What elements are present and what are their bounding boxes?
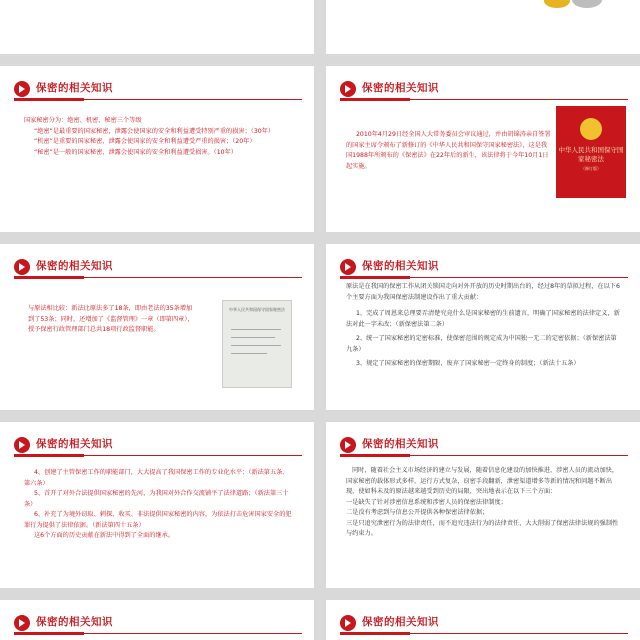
text-line: 国家秘密分为：绝密、机密、秘密三个等级 <box>24 117 142 124</box>
header-divider <box>14 455 302 456</box>
text-line: 2、统一了国家秘密的定密标准，使保密范围的规定成为中国独一无二的定密依据；（新保密法第九条） <box>346 335 617 353</box>
law-book-cover-image <box>556 106 626 198</box>
text-line: 6、补充了为境外窃取、刺探、收买、非法提供国家秘密的内容，为依法打击危害国家安全的犯罪行为提供了法律依据。（新法第四十五条） <box>24 511 292 529</box>
slide-title: 保密的相关知识 <box>36 438 113 450</box>
slide-partial-bottom-right[interactable] <box>326 600 640 640</box>
slide-contributions-continued[interactable] <box>0 422 314 588</box>
document-line <box>231 337 275 338</box>
slide-header <box>14 612 302 636</box>
text-line: “秘密”是一般的国家秘密，泄露会使国家的安全和利益遭受损害。（10年） <box>34 148 237 156</box>
slide-header <box>14 78 302 102</box>
play-arrow-icon <box>340 81 356 97</box>
slide-partial-bottom-left[interactable] <box>0 600 314 640</box>
slide-partial-top-left[interactable] <box>0 0 314 54</box>
text-line: 二是没有考虑到与信息公开提供各种保密法律依据； <box>346 509 489 516</box>
contributions-continued-text <box>24 468 292 542</box>
slide-original-law-limitations[interactable] <box>326 422 640 588</box>
slide-title: 保密的相关知识 <box>362 438 439 450</box>
slide-secret-levels[interactable] <box>0 66 314 232</box>
contributions-text <box>346 282 622 370</box>
header-divider <box>340 633 628 634</box>
header-divider <box>14 277 302 278</box>
text-line: 5、首开了对外合法提供国家秘密的先河，为我国对外合作交流铺平了法律道路；（新法第三十条） <box>24 490 289 508</box>
slide-law-comparison[interactable] <box>0 244 314 410</box>
text-line: 原法是在我国的保密工作从闭关锁国走向对外开放的历史时期出台的，经过8年的草拟过程，在以下6个主要方面为我国保密法制建设作出了重大贡献： <box>346 283 620 301</box>
play-arrow-icon <box>14 259 30 275</box>
text-line: 1、完成了周恩来总理要弄清楚究竟什么是国家秘密的生前遗言，明确了国家秘密的法律定义，新法对此一字未改；（新保密法第二条） <box>346 310 620 328</box>
header-divider <box>14 99 302 100</box>
slide-original-law-contributions[interactable] <box>326 244 640 410</box>
text-line: 4、创建了主管保密工作的职能部门，大大提高了我国保密工作的专业化水平；（新法第五条、第六条） <box>24 469 289 487</box>
play-arrow-icon <box>340 437 356 453</box>
comparison-text: 与原法相比较：新法比原法多了18条，即由老法的35条增加到了53条；同时，还增加了《监督管理》一章（即第四章），授予保密行政管理部门总共18项行政监督职能。 <box>28 305 194 333</box>
document-line <box>231 329 281 330</box>
slide-header <box>340 256 628 280</box>
slide-title: 保密的相关知识 <box>36 616 113 628</box>
book-subtitle: （修订版） <box>581 166 601 171</box>
document-line <box>231 345 281 346</box>
play-arrow-icon <box>14 437 30 453</box>
new-law-text: 2010年4月29日经全国人大常务委员会审议通过，并由胡锦涛亲自签署的国家主席令颁布了新修订的《中华人民共和国保守国家秘密法》，这是我国1988年所颁布的《保密法》在22年后的新生，该法律将于今年10月1日起实施。 <box>346 131 551 170</box>
book-title: 中华人民共和国保守国家秘密法 <box>558 146 624 163</box>
slide-header <box>14 256 302 280</box>
slide-header <box>14 434 302 458</box>
slide-header <box>340 612 628 636</box>
law-document-image <box>222 300 292 388</box>
document-line <box>231 353 267 354</box>
slide-new-law-intro[interactable] <box>326 66 640 232</box>
slide-title: 保密的相关知识 <box>362 260 439 272</box>
limitations-text <box>346 466 624 540</box>
text-line: 一是缺失了针对涉密信息系统和涉密人员的保密法律制度； <box>346 498 507 506</box>
document-title: 中华人民共和国保守国家秘密法 <box>229 307 285 312</box>
national-emblem-icon <box>580 118 602 140</box>
header-divider <box>340 277 628 278</box>
play-arrow-icon <box>14 615 30 631</box>
slide-title: 保密的相关知识 <box>362 616 439 628</box>
play-arrow-icon <box>340 615 356 631</box>
slide-header <box>340 78 628 102</box>
slide-partial-top-right[interactable] <box>326 0 640 54</box>
play-arrow-icon <box>340 259 356 275</box>
play-arrow-icon <box>14 81 30 97</box>
secret-levels-text <box>24 116 288 158</box>
header-divider <box>340 99 628 100</box>
text-line: 同时，随着社会主义市场经济的建立与发展，随着信息化建设的加快推进，涉密人员的流动加快，国家秘密的载体形式多样，运行方式复杂，窃密手段翻新，泄密渠道增多等新的情况和问题不断出现，使如科未及的原法越来越受到历史的局限，突出地表示在以下三个方面： <box>346 467 619 495</box>
slide-title: 保密的相关知识 <box>36 82 113 94</box>
silver-coin-decoration <box>572 0 602 8</box>
header-divider <box>340 455 628 456</box>
text-line: “机密”是重要的国家秘密，泄露会使国家的安全和利益遭受严重的损害；（20年） <box>34 138 256 145</box>
gold-coin-decoration <box>544 0 570 8</box>
text-line: 3、规定了国家秘密的保密期限，废弃了国家秘密一定终身的制度；（新法十五条） <box>356 360 580 367</box>
slide-header <box>340 434 628 458</box>
slide-title: 保密的相关知识 <box>36 260 113 272</box>
text-line: “绝密”是最重要的国家秘密，泄露会使国家的安全和利益遭受特别严重的损害；（30年） <box>34 127 275 135</box>
slide-title: 保密的相关知识 <box>362 82 439 94</box>
header-divider <box>14 633 302 634</box>
text-line: 这6个方面的历史贡献在新法中得到了全面的继承。 <box>34 532 175 539</box>
text-line: 三是只追究泄密行为的法律责任，而不追究违法行为的法律责任，大大削弱了保密法律法规的强制性与约束力。 <box>346 519 619 537</box>
